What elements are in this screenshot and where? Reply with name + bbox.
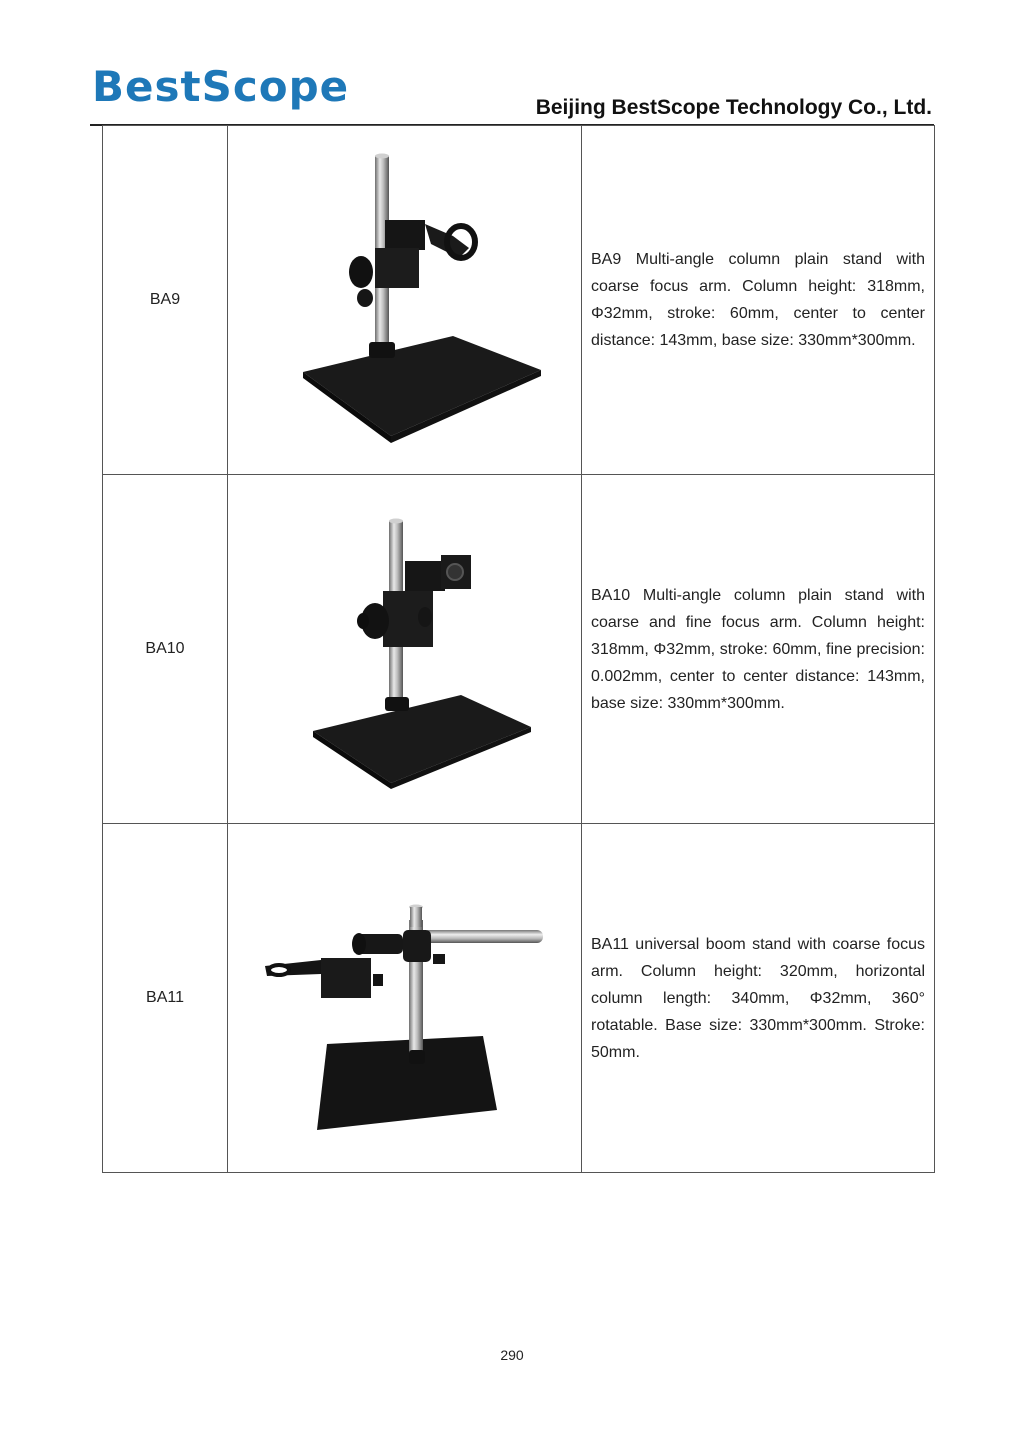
table-row: [103, 126, 935, 475]
table-row: [103, 824, 935, 1173]
stand-image-ba9: [255, 150, 555, 450]
product-image-cell: [228, 475, 582, 824]
stand-image-ba10: [255, 499, 555, 799]
model-cell: BA10: [103, 475, 228, 824]
stand-image-ba11: [255, 848, 555, 1148]
product-description: BA10 Multi-angle column plain stand with coarse and fine focus arm. Column height: 318mm, Φ32mm, stroke: 60mm, fine precision: 0.002mm, center to center distance: 143mm, base size: 330mm*300mm.: [582, 475, 935, 824]
model-cell: BA11: [103, 824, 228, 1173]
product-description: BA9 Multi-angle column plain stand with coarse focus arm. Column height: 318mm, Φ32mm, stroke: 60mm, center to center distance: 143mm, base size: 330mm*300mm.: [582, 126, 935, 475]
page-number: 290: [500, 1347, 524, 1363]
product-table: [102, 125, 935, 1173]
product-image-cell: [228, 824, 582, 1173]
bestscope-logo: BestScope: [92, 62, 350, 111]
model-cell: BA9: [103, 126, 228, 475]
company-name: Beijing BestScope Technology Co., Ltd.: [535, 96, 932, 119]
product-image-cell: [228, 126, 582, 475]
table-row: [103, 475, 935, 824]
product-description: BA11 universal boom stand with coarse focus arm. Column height: 320mm, horizontal column length: 340mm, Φ32mm, 360° rotatable. Base size: 330mm*300mm. Stroke: 50mm.: [582, 824, 935, 1173]
